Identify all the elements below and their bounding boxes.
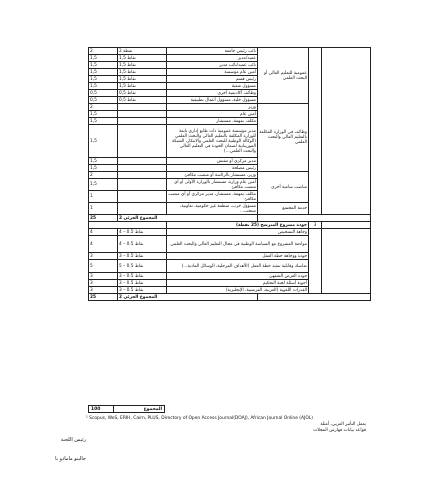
row-points xyxy=(118,158,167,165)
row-item: وزير، مستشار بالرئاسة أو منصب مكافئ xyxy=(167,172,258,179)
committee-president-name: جالبنو مامادو با xyxy=(55,456,86,462)
row-points xyxy=(118,203,167,215)
row-points xyxy=(118,191,167,203)
subtotal-label: المجموع الجزئي 2 xyxy=(118,215,258,222)
row-item: نائب عميد/نائب مدير xyxy=(167,62,258,69)
row-item: نائب رئيس جامعة xyxy=(167,48,258,55)
total-table xyxy=(88,405,165,413)
blank-cell xyxy=(322,229,371,294)
row-score: 3 xyxy=(89,287,118,294)
row-score: 1,5 xyxy=(89,158,118,165)
row-item: مدير مؤسسة عمومية ذات طابع إداري تابعة للوزارة المكلفة بالتعليم العالي والبحث العلمي (الوكالة الوطنية للبحث العلمي والابتكار، الشبكة الموريتانية لضمان الجودة في التعليم العالي والبحث العلمي...) xyxy=(167,125,258,158)
section-number xyxy=(309,48,322,215)
row-item: مواءمة المشروع مع السياسة الوطنية في مجال التعليم العالي والبحث العلمي xyxy=(167,236,309,253)
row-points: 3 – 0.5 نقاط xyxy=(118,280,167,287)
row-item: مسؤول خلية، مسؤول أعمال تطبيقية xyxy=(167,97,258,104)
row-item: وزير xyxy=(167,104,258,111)
footnote xyxy=(86,416,366,434)
row-score: 3 xyxy=(89,280,118,287)
section-header-label: جودة مشروع المترشح (25 نقطة) xyxy=(167,222,309,229)
row-score: 2 xyxy=(89,48,118,55)
row-points xyxy=(118,118,167,125)
subtotal-row xyxy=(89,215,371,222)
row-points xyxy=(118,165,167,172)
row-score: 1,5 xyxy=(89,83,118,90)
row-points: 1,5 نقاط xyxy=(118,76,167,83)
row-item: أمين عام وزارة، مستشار بالوزارة الأولى أو أي منصب مكافئ xyxy=(167,179,258,191)
row-score: 0,5 xyxy=(89,90,118,97)
row-item: مدير مركزي أو مفتش xyxy=(167,158,258,165)
row-item: مسؤول شعبة xyxy=(167,83,258,90)
row-points: 1,5 نقاط xyxy=(118,62,167,69)
row-item: وظائف أكاديمية أخرى xyxy=(167,90,258,97)
row-points: 4 – 0.5 نقاط xyxy=(118,229,167,236)
row-item: جودة ووجاهة خطة العمل xyxy=(167,253,309,260)
total-label: المجموع xyxy=(114,406,165,413)
row-score: 3 xyxy=(89,273,118,280)
row-score: 3 xyxy=(89,253,118,260)
row-points xyxy=(118,125,167,158)
row-item: أمين عام مؤسسة xyxy=(167,69,258,76)
row-points: 0,5 نقاط xyxy=(118,97,167,104)
total-score: 100 xyxy=(89,406,114,413)
row-points: 3 – 0.5 نقاط xyxy=(118,287,167,294)
row-points: 4 – 0.5 نقاط xyxy=(118,236,167,253)
evaluation-table xyxy=(88,47,371,301)
row-category: خدمة المجتمع xyxy=(258,203,309,215)
row-points: 3 – 0.5 نقاط xyxy=(118,273,167,280)
row-item: مكلف بمهمة، مستشار، مدير مركزي أو أي منصب مكافئ xyxy=(168,191,256,202)
row-score: 1 xyxy=(89,191,118,203)
row-points: 5 – 0.5 نقاط xyxy=(118,260,167,273)
row-score: 1,5 xyxy=(89,118,118,125)
row-item: جودة العرض الشفهي xyxy=(167,273,309,280)
row-points: 1,5 نقاط xyxy=(118,83,167,90)
row-item: رئيس قسم xyxy=(167,76,258,83)
row-item: مسؤول حزب، منظمة غير حكومية، تعاونية، منتخب... xyxy=(167,203,258,215)
section-number: 3 xyxy=(309,222,322,229)
row-item: تماسك وقابلية تنفيذ خطة العمل (الأهداف المرحلية، الوسائل المادية...) xyxy=(167,260,309,273)
row-points xyxy=(118,172,167,179)
row-item: أمين عام xyxy=(167,111,258,118)
row-score: 5 xyxy=(89,260,118,273)
row-category: مناصب سامية أخرى xyxy=(258,172,309,203)
row-category: عمومية للتعليم العالي أو البحث العلمي xyxy=(258,48,309,104)
row-points: 1,5 نقاط xyxy=(118,55,167,62)
row-points: 3 – 0.5 نقاط xyxy=(118,253,167,260)
row-item: أجوبة أسئلة لجنة التحكيم xyxy=(167,280,309,287)
section-header-blank xyxy=(89,222,167,229)
row-item: عميد/مدير xyxy=(167,55,258,62)
row-item: وجاهة التشخيص xyxy=(167,229,309,236)
subtotal-score: 25 xyxy=(89,215,118,222)
committee-title: رئيس اللجنة xyxy=(60,437,86,443)
blank-cell xyxy=(322,222,371,229)
row-score: 1,5 xyxy=(89,165,118,172)
row-points xyxy=(118,104,167,111)
row-score: 1,5 xyxy=(89,179,118,191)
subtotal-blank xyxy=(258,215,371,222)
row-item: مكلف بمهمة، مستشار xyxy=(167,118,258,125)
row-item: رئيس مصلحة xyxy=(167,165,258,172)
subtotal-score: 25 xyxy=(89,294,118,301)
subtotal-row xyxy=(89,294,371,301)
row-score: 1,5 xyxy=(89,62,118,69)
subtotal-blank xyxy=(258,294,371,301)
row-points: 0,5 نقاط xyxy=(118,90,167,97)
table-row xyxy=(89,48,371,55)
row-points xyxy=(118,111,167,118)
row-category: وظائف في الوزارة المكلفة بالتعليم العالي والبحث العلمي xyxy=(258,104,309,172)
table-row xyxy=(89,229,371,236)
row-score: 1,5 xyxy=(89,76,118,83)
subtotal-label: المجموع الجزئي 2 xyxy=(118,294,258,301)
row-score: 2 xyxy=(89,172,118,179)
row-score: 4 xyxy=(89,236,118,253)
row-score: 1,5 xyxy=(89,125,118,158)
row-score: 1,5 xyxy=(89,111,118,118)
row-score: 2 xyxy=(89,104,118,111)
row-score: 4 xyxy=(89,229,118,236)
row-points: 2 نقطة xyxy=(118,48,167,55)
section-header-row xyxy=(89,222,371,229)
row-score: 1,5 xyxy=(89,55,118,62)
row-score: 1 xyxy=(89,203,118,215)
footnote-databases: ¹ Scopus, WoS, ERIH, Cairn, PLUS, Directory of Open Access Journal(DOAJ), African Journal Online (AJOL) xyxy=(86,416,313,421)
footnote-arabic-a: يعمل التأثير العربي، أمثلة xyxy=(320,422,366,427)
row-score: 1,5 xyxy=(89,69,118,76)
footnote-arabic-b: قواعد بيانات فهارس المجلات xyxy=(313,428,366,433)
row-item: القدرات اللغوية (العربية، الفرنسية، الإنجليزية) xyxy=(167,287,309,294)
blank-cell xyxy=(322,48,371,215)
section-number xyxy=(309,229,322,294)
row-points xyxy=(118,179,167,191)
row-score: 0,5 xyxy=(89,97,118,104)
row-points: 1,5 نقاط xyxy=(118,69,167,76)
